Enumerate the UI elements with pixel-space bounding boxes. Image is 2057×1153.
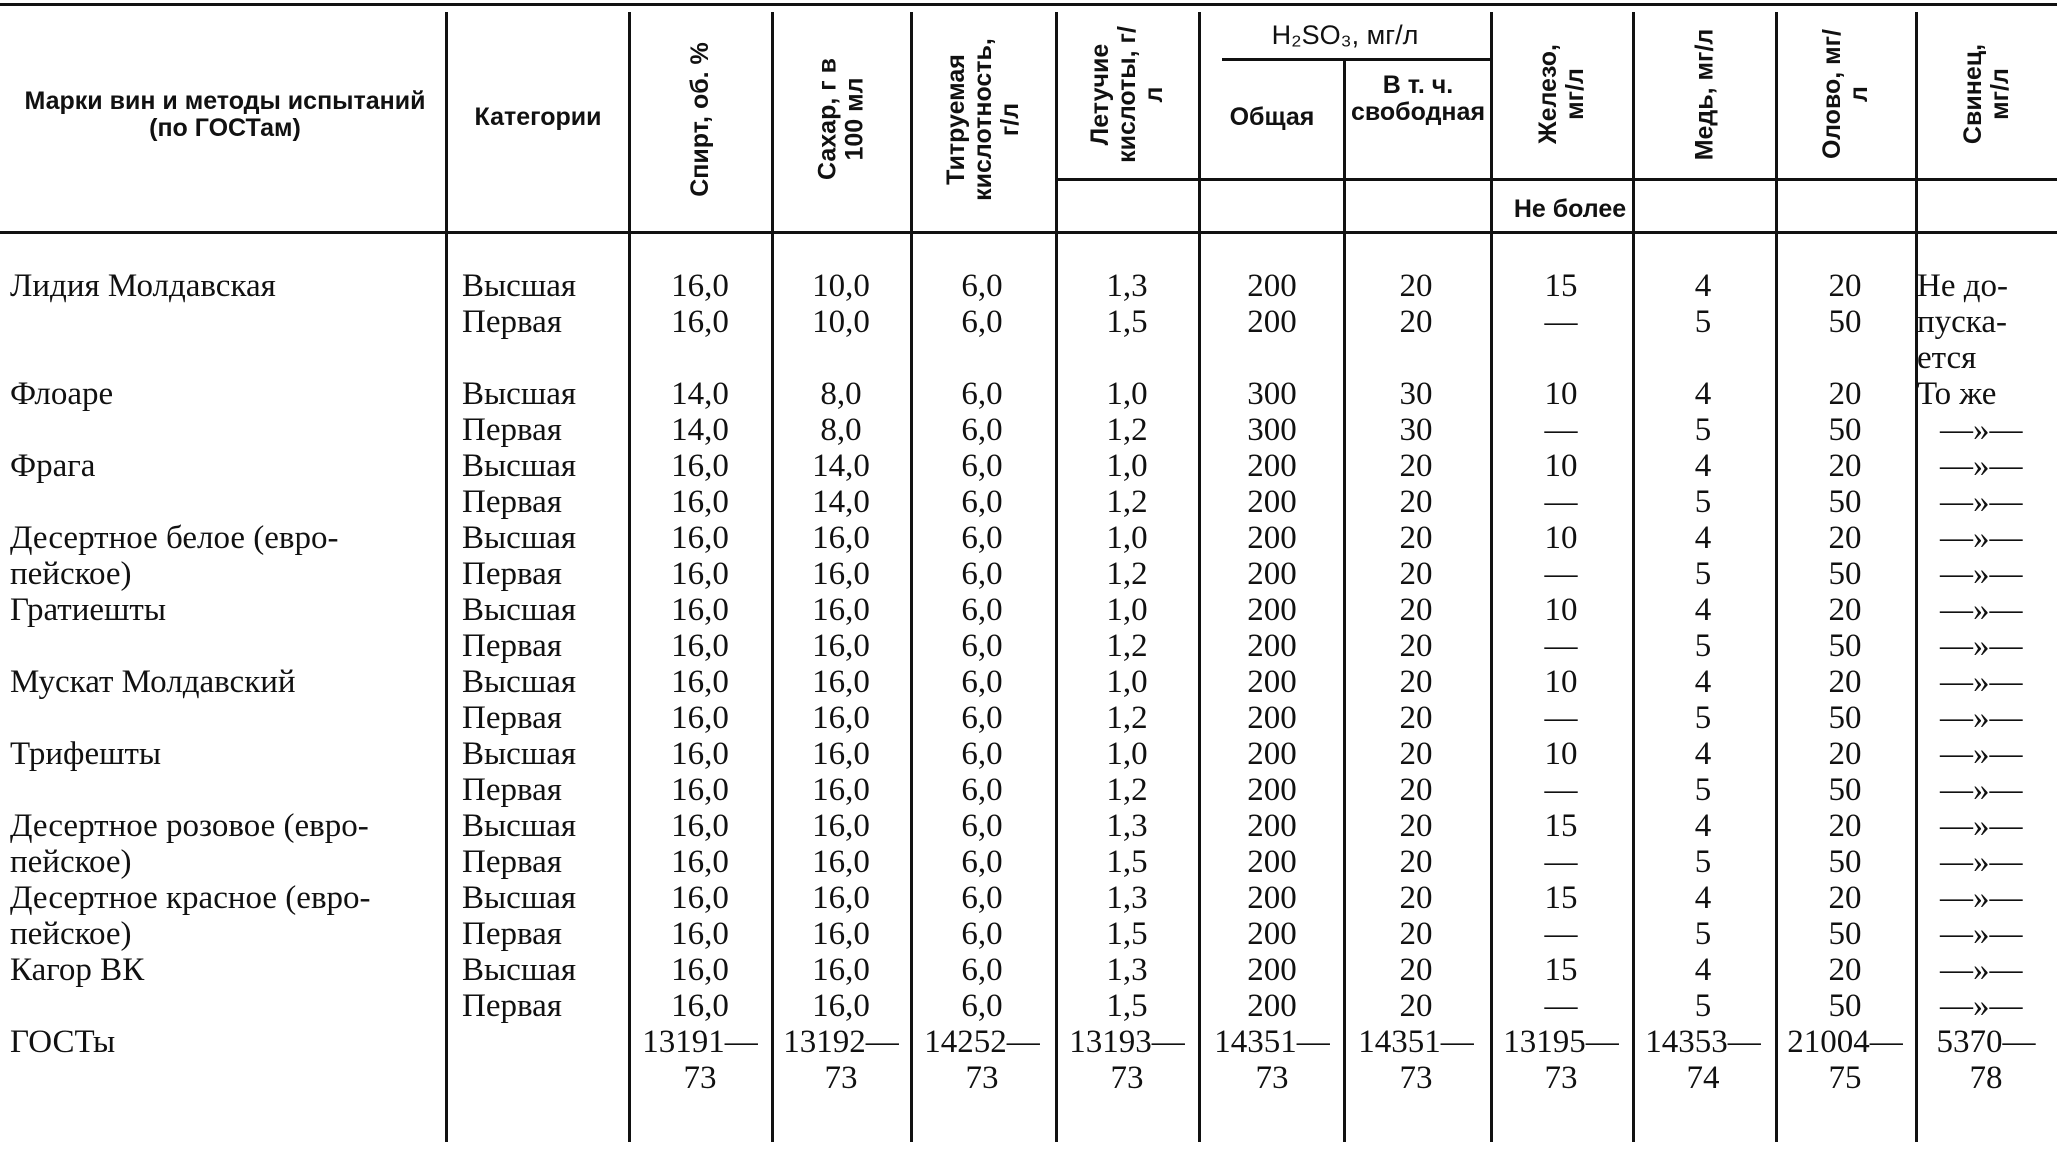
lead-cell: —»— — [1940, 592, 2023, 628]
header-lead-cell — [1919, 14, 2055, 174]
header-acidity-cell — [914, 14, 1053, 224]
category-cell: Первая — [462, 916, 562, 952]
gost-value: 13195— — [1503, 1024, 1619, 1060]
gost-value: 13192— — [783, 1024, 899, 1060]
value-cell: — — [1544, 412, 1578, 448]
value-cell: 16,0 — [671, 520, 729, 556]
value-cell: 20 — [1828, 520, 1862, 556]
value-cell: 1,2 — [1106, 556, 1148, 592]
value-cell: 16,0 — [812, 844, 870, 880]
value-cell: 200 — [1247, 628, 1297, 664]
value-cell: 1,3 — [1106, 268, 1148, 304]
header-tin: Олово, мг/л — [1818, 29, 1873, 159]
lead-cell: —»— — [1940, 988, 2023, 1024]
header-volatile-cell — [1059, 14, 1196, 174]
value-cell: 1,2 — [1106, 484, 1148, 520]
value-cell: 200 — [1247, 664, 1297, 700]
value-cell: 200 — [1247, 268, 1297, 304]
header-sugar: Сахар, г в 100 мл — [813, 58, 869, 180]
gost-value: 78 — [1969, 1060, 2003, 1096]
value-cell: 50 — [1828, 484, 1862, 520]
header-copper: Медь, мг/л — [1690, 28, 1718, 160]
value-cell: — — [1544, 556, 1578, 592]
lead-cell: —»— — [1940, 844, 2023, 880]
category-cell: Высшая — [462, 952, 577, 988]
category-cell: Высшая — [462, 880, 577, 916]
lead-cell: —»— — [1940, 664, 2023, 700]
category-cell: Высшая — [462, 808, 577, 844]
value-cell: 16,0 — [671, 268, 729, 304]
header-alcohol: Спирт, об. % — [686, 41, 714, 197]
wine-name: Десертное белое (евро- — [10, 520, 339, 556]
value-cell: 16,0 — [671, 736, 729, 772]
header-rule — [0, 231, 2057, 234]
value-cell: 14,0 — [671, 412, 729, 448]
col-rule — [1915, 12, 1918, 1142]
value-cell: 200 — [1247, 736, 1297, 772]
value-cell: 10 — [1544, 520, 1578, 556]
value-cell: 8,0 — [820, 412, 862, 448]
value-cell: 16,0 — [812, 772, 870, 808]
value-cell: — — [1544, 700, 1578, 736]
value-cell: 1,3 — [1106, 808, 1148, 844]
value-cell: 6,0 — [961, 772, 1003, 808]
value-cell: 16,0 — [671, 772, 729, 808]
value-cell: — — [1544, 628, 1578, 664]
value-cell: 200 — [1247, 808, 1297, 844]
value-cell: 6,0 — [961, 376, 1003, 412]
value-cell: 15 — [1544, 268, 1578, 304]
lead-cell: —»— — [1940, 952, 2023, 988]
value-cell: 10 — [1544, 448, 1578, 484]
value-cell: 16,0 — [671, 664, 729, 700]
so2-group-rule — [1222, 58, 1490, 61]
header-tin-cell — [1779, 14, 1913, 174]
wine-name: Флоаре — [10, 376, 114, 412]
value-cell: 1,2 — [1106, 772, 1148, 808]
lead-cell: —»— — [1940, 520, 2023, 556]
gost-value: 73 — [965, 1060, 999, 1096]
value-cell: 16,0 — [671, 448, 729, 484]
value-cell: 6,0 — [961, 880, 1003, 916]
wine-name: Десертное красное (евро- — [10, 880, 371, 916]
value-cell: 6,0 — [961, 952, 1003, 988]
value-cell: 15 — [1544, 880, 1578, 916]
value-cell: 16,0 — [671, 304, 729, 340]
lead-cell: пуска- — [1917, 304, 2007, 340]
gost-value: 73 — [1255, 1060, 1289, 1096]
value-cell: 4 — [1694, 808, 1712, 844]
gost-value: 14351— — [1214, 1024, 1330, 1060]
value-cell: 15 — [1544, 808, 1578, 844]
value-cell: 50 — [1828, 304, 1862, 340]
lead-cell: —»— — [1940, 880, 2023, 916]
value-cell: 5 — [1694, 700, 1712, 736]
lead-cell: —»— — [1940, 700, 2023, 736]
lead-cell: Не до- — [1917, 268, 2009, 304]
gost-value: 5370— — [1936, 1024, 2036, 1060]
value-cell: — — [1544, 988, 1578, 1024]
header-sugar-cell — [775, 14, 908, 224]
lead-cell: —»— — [1940, 772, 2023, 808]
header-marks: Марки вин и методы испытаний (по ГОСТам) — [24, 87, 426, 142]
gost-value: 14252— — [924, 1024, 1040, 1060]
wine-name: Десертное розовое (евро- — [10, 808, 369, 844]
wine-name: Лидия Молдавская — [10, 268, 276, 304]
value-cell: 200 — [1247, 484, 1297, 520]
value-cell: 1,5 — [1106, 304, 1148, 340]
value-cell: 16,0 — [671, 628, 729, 664]
value-cell: 14,0 — [812, 448, 870, 484]
value-cell: 20 — [1828, 592, 1862, 628]
value-cell: 4 — [1694, 952, 1712, 988]
top-rule — [0, 3, 2057, 6]
gost-value: 13191— — [642, 1024, 758, 1060]
category-cell: Первая — [462, 304, 562, 340]
lead-cell: —»— — [1940, 484, 2023, 520]
lead-cell: —»— — [1940, 916, 2023, 952]
value-cell: 6,0 — [961, 268, 1003, 304]
value-cell: 50 — [1828, 844, 1862, 880]
lead-cell: —»— — [1940, 556, 2023, 592]
header-so2-total: Общая — [1229, 103, 1315, 131]
value-cell: 4 — [1694, 376, 1712, 412]
category-cell: Высшая — [462, 520, 577, 556]
value-cell: 20 — [1828, 808, 1862, 844]
value-cell: 16,0 — [812, 520, 870, 556]
category-cell: Первая — [462, 628, 562, 664]
value-cell: 4 — [1694, 736, 1712, 772]
value-cell: 300 — [1247, 412, 1297, 448]
value-cell: 50 — [1828, 628, 1862, 664]
value-cell: 6,0 — [961, 484, 1003, 520]
value-cell: 20 — [1399, 844, 1433, 880]
lead-cell: —»— — [1940, 808, 2023, 844]
value-cell: 5 — [1694, 484, 1712, 520]
header-volatile: Летучие кислоты, г/л — [1086, 25, 1168, 163]
value-cell: 6,0 — [961, 664, 1003, 700]
lead-cell: —»— — [1940, 736, 2023, 772]
category-cell: Высшая — [462, 376, 577, 412]
value-cell: 20 — [1399, 556, 1433, 592]
value-cell: 10 — [1544, 736, 1578, 772]
value-cell: 20 — [1399, 880, 1433, 916]
gost-value: 75 — [1828, 1060, 1862, 1096]
value-cell: 5 — [1694, 988, 1712, 1024]
value-cell: 16,0 — [812, 736, 870, 772]
value-cell: 200 — [1247, 520, 1297, 556]
value-cell: 30 — [1399, 376, 1433, 412]
value-cell: 20 — [1399, 952, 1433, 988]
gost-value: 21004— — [1787, 1024, 1903, 1060]
value-cell: 5 — [1694, 412, 1712, 448]
value-cell: 6,0 — [961, 520, 1003, 556]
wine-name: пейское) — [10, 556, 132, 592]
value-cell: 4 — [1694, 592, 1712, 628]
value-cell: 1,2 — [1106, 628, 1148, 664]
value-cell: 16,0 — [812, 880, 870, 916]
value-cell: 5 — [1694, 916, 1712, 952]
value-cell: 20 — [1399, 772, 1433, 808]
value-cell: 1,5 — [1106, 916, 1148, 952]
value-cell: 16,0 — [812, 916, 870, 952]
gost-value: 73 — [1544, 1060, 1578, 1096]
category-cell: Первая — [462, 484, 562, 520]
not-more-rule — [1057, 178, 2057, 181]
value-cell: 1,2 — [1106, 412, 1148, 448]
value-cell: — — [1544, 844, 1578, 880]
category-cell: Высшая — [462, 268, 577, 304]
value-cell: 14,0 — [671, 376, 729, 412]
value-cell: 16,0 — [812, 628, 870, 664]
wine-name: Фрага — [10, 448, 96, 484]
value-cell: 20 — [1828, 664, 1862, 700]
value-cell: 200 — [1247, 700, 1297, 736]
value-cell: 1,0 — [1106, 376, 1148, 412]
value-cell: 200 — [1247, 988, 1297, 1024]
value-cell: 10 — [1544, 592, 1578, 628]
value-cell: 16,0 — [671, 880, 729, 916]
value-cell: 16,0 — [812, 808, 870, 844]
value-cell: 5 — [1694, 628, 1712, 664]
value-cell: 1,0 — [1106, 664, 1148, 700]
value-cell: 1,5 — [1106, 988, 1148, 1024]
value-cell: 20 — [1828, 952, 1862, 988]
value-cell: 5 — [1694, 556, 1712, 592]
value-cell: 200 — [1247, 592, 1297, 628]
value-cell: 20 — [1399, 592, 1433, 628]
value-cell: 5 — [1694, 772, 1712, 808]
value-cell: 4 — [1694, 520, 1712, 556]
value-cell: 20 — [1828, 736, 1862, 772]
value-cell: 16,0 — [671, 988, 729, 1024]
value-cell: 200 — [1247, 448, 1297, 484]
category-cell: Высшая — [462, 664, 577, 700]
wine-name: Гратиешты — [10, 592, 167, 628]
lead-cell: —»— — [1940, 412, 2023, 448]
value-cell: 200 — [1247, 880, 1297, 916]
value-cell: 6,0 — [961, 304, 1003, 340]
value-cell: 20 — [1828, 448, 1862, 484]
lead-cell: То же — [1917, 376, 1997, 412]
value-cell: 16,0 — [812, 592, 870, 628]
value-cell: 20 — [1399, 700, 1433, 736]
col-rule — [1198, 12, 1201, 1142]
col-rule — [445, 12, 448, 1142]
category-cell: Высшая — [462, 448, 577, 484]
category-cell: Первая — [462, 844, 562, 880]
value-cell: 20 — [1399, 808, 1433, 844]
lead-cell: —»— — [1940, 628, 2023, 664]
value-cell: 30 — [1399, 412, 1433, 448]
value-cell: 16,0 — [812, 664, 870, 700]
value-cell: 20 — [1399, 268, 1433, 304]
value-cell: 4 — [1694, 664, 1712, 700]
value-cell: 4 — [1694, 268, 1712, 304]
value-cell: 50 — [1828, 412, 1862, 448]
wine-name: Трифешты — [10, 736, 162, 772]
gost-value: 74 — [1686, 1060, 1720, 1096]
category-cell: Высшая — [462, 736, 577, 772]
value-cell: 20 — [1399, 916, 1433, 952]
value-cell: 300 — [1247, 376, 1297, 412]
value-cell: 1,0 — [1106, 736, 1148, 772]
value-cell: 1,0 — [1106, 592, 1148, 628]
value-cell: 50 — [1828, 700, 1862, 736]
value-cell: 20 — [1828, 268, 1862, 304]
gost-value: 73 — [824, 1060, 858, 1096]
value-cell: 16,0 — [671, 916, 729, 952]
value-cell: 16,0 — [812, 952, 870, 988]
value-cell: 6,0 — [961, 628, 1003, 664]
value-cell: 16,0 — [671, 592, 729, 628]
value-cell: 6,0 — [961, 916, 1003, 952]
value-cell: — — [1544, 484, 1578, 520]
value-cell: 200 — [1247, 916, 1297, 952]
header-not-more: Не более — [1513, 195, 1627, 223]
value-cell: 20 — [1399, 628, 1433, 664]
value-cell: 5 — [1694, 304, 1712, 340]
value-cell: 6,0 — [961, 556, 1003, 592]
value-cell: 50 — [1828, 556, 1862, 592]
category-cell: Первая — [462, 700, 562, 736]
value-cell: 50 — [1828, 916, 1862, 952]
category-cell: Первая — [462, 988, 562, 1024]
header-copper-cell — [1636, 14, 1773, 174]
gost-value: 73 — [1399, 1060, 1433, 1096]
value-cell: 20 — [1399, 520, 1433, 556]
wine-name: пейское) — [10, 844, 132, 880]
value-cell: 16,0 — [671, 844, 729, 880]
lead-cell: ется — [1917, 340, 1977, 376]
value-cell: 20 — [1399, 664, 1433, 700]
value-cell: 16,0 — [812, 700, 870, 736]
value-cell: 6,0 — [961, 808, 1003, 844]
value-cell: 6,0 — [961, 592, 1003, 628]
value-cell: 16,0 — [671, 808, 729, 844]
value-cell: 1,2 — [1106, 700, 1148, 736]
value-cell: 50 — [1828, 772, 1862, 808]
value-cell: 20 — [1399, 736, 1433, 772]
wine-name: Мускат Молдавский — [10, 664, 296, 700]
value-cell: 200 — [1247, 556, 1297, 592]
header-alcohol-cell — [632, 14, 769, 224]
header-category: Категории — [474, 103, 602, 131]
value-cell: 1,3 — [1106, 880, 1148, 916]
value-cell: 16,0 — [671, 952, 729, 988]
value-cell: 10 — [1544, 376, 1578, 412]
value-cell: 6,0 — [961, 448, 1003, 484]
gost-value: 13193— — [1069, 1024, 1185, 1060]
value-cell: 200 — [1247, 844, 1297, 880]
value-cell: 6,0 — [961, 412, 1003, 448]
value-cell: 16,0 — [812, 556, 870, 592]
gost-value: 73 — [1110, 1060, 1144, 1096]
value-cell: 10,0 — [812, 304, 870, 340]
wine-name: пейское) — [10, 916, 132, 952]
value-cell: 50 — [1828, 988, 1862, 1024]
value-cell: 4 — [1694, 880, 1712, 916]
value-cell: 10 — [1544, 664, 1578, 700]
value-cell: 16,0 — [671, 700, 729, 736]
header-so2-group: H₂SO₃, мг/л — [1271, 20, 1419, 50]
value-cell: 20 — [1399, 988, 1433, 1024]
value-cell: 5 — [1694, 844, 1712, 880]
category-cell: Первая — [462, 412, 562, 448]
value-cell: — — [1544, 916, 1578, 952]
value-cell: 8,0 — [820, 376, 862, 412]
header-acidity: Титруемая кислотность, г/л — [942, 37, 1025, 201]
value-cell: 200 — [1247, 772, 1297, 808]
category-cell: Первая — [462, 772, 562, 808]
value-cell: 4 — [1694, 448, 1712, 484]
value-cell: 6,0 — [961, 700, 1003, 736]
header-iron: Железо, мг/л — [1534, 44, 1589, 144]
value-cell: 20 — [1399, 304, 1433, 340]
value-cell: 20 — [1399, 484, 1433, 520]
header-iron-cell — [1494, 14, 1630, 174]
value-cell: 10,0 — [812, 268, 870, 304]
value-cell: 1,0 — [1106, 520, 1148, 556]
gost-value: 14353— — [1645, 1024, 1761, 1060]
value-cell: 20 — [1828, 376, 1862, 412]
wine-name: Кагор ВК — [10, 952, 145, 988]
value-cell: 16,0 — [812, 988, 870, 1024]
value-cell: 6,0 — [961, 844, 1003, 880]
value-cell: 1,5 — [1106, 844, 1148, 880]
value-cell: — — [1544, 304, 1578, 340]
value-cell: 6,0 — [961, 736, 1003, 772]
lead-cell: —»— — [1940, 448, 2023, 484]
value-cell: 14,0 — [812, 484, 870, 520]
value-cell: 15 — [1544, 952, 1578, 988]
gost-value: 14351— — [1358, 1024, 1474, 1060]
value-cell: 200 — [1247, 304, 1297, 340]
value-cell: 16,0 — [671, 556, 729, 592]
value-cell: 16,0 — [671, 484, 729, 520]
gost-value: 73 — [683, 1060, 717, 1096]
value-cell: 6,0 — [961, 988, 1003, 1024]
value-cell: 20 — [1399, 448, 1433, 484]
value-cell: 1,0 — [1106, 448, 1148, 484]
header-so2-free: В т. ч. свободная — [1350, 71, 1486, 126]
value-cell: 200 — [1247, 952, 1297, 988]
gost-label: ГОСТы — [10, 1024, 116, 1060]
value-cell: 20 — [1828, 880, 1862, 916]
value-cell: 1,3 — [1106, 952, 1148, 988]
category-cell: Первая — [462, 556, 562, 592]
header-lead: Свинец, мг/л — [1959, 43, 2014, 145]
category-cell: Высшая — [462, 592, 577, 628]
value-cell: — — [1544, 772, 1578, 808]
